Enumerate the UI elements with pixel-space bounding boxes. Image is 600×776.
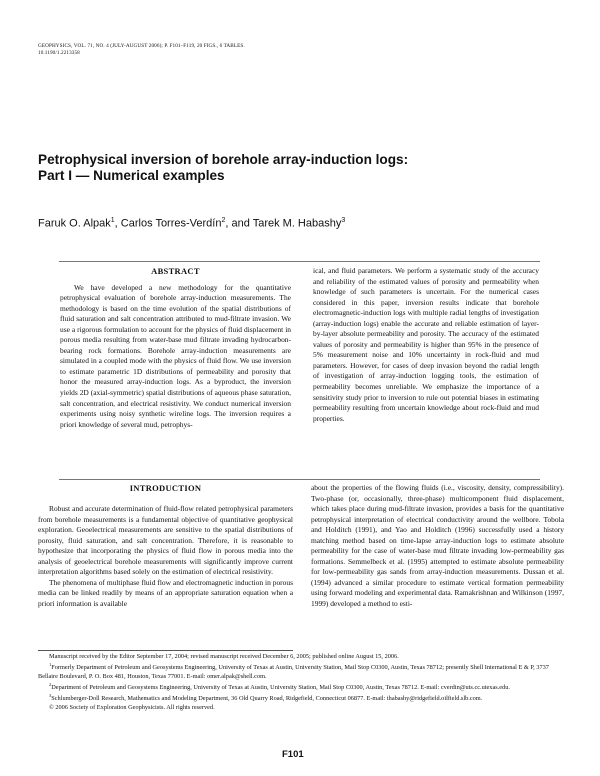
- abstract-paragraph-right: ical, and fluid parameters. We perform a systematic study of the accuracy and reliability of the estimated values of porosity and permeability when knowledge of such parameters is uncertain. For the numerical cases considered in this paper, inversion results indicate that borehole electromagnetic-induction logs with multiple radial lengths of investigation (array-induction logs) enable the accurate and reliable estimation of layer-by-layer absolute permeability and porosity. The accuracy of the estimated values of porosity and permeability is higher than 95% in the presence of 5% measurement noise and 10% uncertainty in rock-fluid and mud parameters. However, for cases of deep invasion beyond the radial length of investigation of array-induction logging tools, the estimation of permeability becomes unreliable. We emphasize the importance of a sensitivity study prior to inversion to rule out potential biases in estimating permeability resulting from uncertain knowledge about rock-fluid and mud properties.: [313, 266, 539, 423]
- footnote-1-marker: 1: [49, 662, 52, 668]
- footnote-3: [38, 692, 564, 703]
- abstract-right-column: [313, 266, 539, 424]
- footnote-3-marker: 3: [49, 693, 52, 699]
- author-list: [38, 214, 558, 231]
- footnote-2-text: Department of Petroleum and Geosystems Engineering, University of Texas at Austin, University Station, Mail Stop C0300, Austin, Texas 78712. E-mail: cverdin@uts.cc.utexas.edu.: [51, 684, 510, 692]
- author-separator: ,: [114, 217, 121, 230]
- author-separator: , and: [225, 217, 253, 230]
- page-number: F101: [282, 749, 304, 760]
- author-2-affiliation: 2: [221, 217, 226, 224]
- footnote-2: [38, 681, 564, 692]
- journal-citation: GEOPHYSICS, VOL. 71, NO. 4 (JULY-AUGUST 2006); P. F101–F119, 20 FIGS., 6 TABLES.: [38, 43, 245, 49]
- author-2: Carlos Torres-Verdín: [120, 217, 222, 230]
- title-line-1: Petrophysical inversion of borehole array-induction logs:: [38, 152, 409, 167]
- paper-title: [38, 152, 558, 184]
- abstract-heading: ABSTRACT: [151, 266, 200, 276]
- author-1-affiliation: 1: [110, 217, 115, 224]
- introduction-left-column: [38, 504, 293, 609]
- footnote-manuscript: Manuscript received by the Editor September 17, 2004; revised manuscript received December 6, 2005; published online August 15, 2006.: [49, 653, 399, 660]
- footnote-3-text: Schlumberger-Doll Research, Mathematics and Modeling Department, 36 Old Quarry Road, Ridgefield, Connecticut 06877. E-mail: thabashy@ridgefield.oilfield.slb.com.: [51, 695, 483, 703]
- abstract-left-column: [60, 266, 291, 430]
- introduction-right-column: [311, 483, 564, 610]
- introduction-paragraph-continued: about the properties of the flowing fluids (i.e., viscosity, density, compressibility). Two-phase (or, occasionally, three-phase) multicomponent fluid displacement, which takes place during mud-filtrate invasion, provides a basis for the quantitative petrophysical interpretation of electrical conductivity around the wellbore. Tobola and Holditch (1991), and Yao and Holditch (1996) successfully used a history matching method based on time-lapse array-induction logs to estimate absolute permeability for the case of water-base mud filtrate invading low-permeability gas formations. Semmelbeck et al. (1995) attempted to estimate absolute permeability for low-permeability gas sands from array-induction measurements. Dussan et al. (1994) advanced a similar procedure to estimate vertical formation permeability using forward modeling and experimental data. Ramakrishnan and Wilkinson (1997, 1999) developed a method to esti-: [311, 483, 564, 609]
- footnote-2-marker: 2: [49, 681, 52, 687]
- author-3-affiliation: 3: [341, 217, 346, 224]
- introduction-paragraph-1: Robust and accurate determination of fluid-flow related petrophysical parameters from borehole measurements is a fundamental objective of quantitative geophysical exploration. Geoelectrical measurements are sensitive to the spatial distributions of porosity, fluid saturation, and salt concentration. Therefore, it is reasonable to hypothesize that incorporating the physics of fluid flow in porous media into the analysis of geoelectrical borehole measurements will significantly improve current interpretation algorithms based solely on the estimation of electrical resistivity.: [38, 504, 293, 577]
- author-3: Tarek M. Habashy: [252, 217, 342, 230]
- introduction-paragraph-2: The phenomena of multiphase fluid flow and electromagnetic induction in porous media can be linked readily by means of an appropriate saturation equation when a priori information is available: [38, 577, 293, 608]
- abstract-paragraph-left: We have developed a new methodology for the quantitative petrophysical evaluation of borehole array-induction measurements. The methodology is based on the time evolution of the spatial distributions of fluid saturation and salt concentration attributed to mud-filtrate invasion. We use a rigorous formulation to account for the physics of fluid displacement in porous media resulting from water-base mud filtrate invading hydrocarbon-bearing rock formations. Borehole array-induction measurements are simulated in a coupled mode with the physics of fluid flow. We use inversion to estimate parametric 1D distributions of permeability and porosity that honor the measured array-induction logs. As a byproduct, the inversion yields 2D (axial-symmetric) spatial distributions of aqueous phase saturation, salt concentration, and electrical resistivity. We conduct numerical inversion experiments using noisy synthetic wireline logs. The inversion requires a priori knowledge of several mud, petrophys-: [60, 282, 291, 429]
- doi: 10.1190/1.2213358: [38, 50, 80, 56]
- introduction-heading: INTRODUCTION: [129, 483, 202, 493]
- footnote-1: [38, 661, 564, 681]
- title-line-2: Part I — Numerical examples: [38, 168, 225, 183]
- footnotes: [38, 653, 564, 712]
- footnote-1-text: Formerly Department of Petroleum and Geosystems Engineering, University of Texas at Austin, University Station, Mail Stop C0300, Austin, Texas 78712; presently Shell International E & P, 3737 Bellaire Boulevard, P. O. Box 481, Houston, Texas 77001. E-mail: omer.alpak@shell.com.: [38, 664, 549, 680]
- journal-header: [38, 43, 338, 57]
- copyright-notice: © 2006 Society of Exploration Geophysicists. All rights reserved.: [49, 703, 215, 711]
- footnote-divider: [38, 650, 293, 651]
- author-1: Faruk O. Alpak: [38, 217, 111, 230]
